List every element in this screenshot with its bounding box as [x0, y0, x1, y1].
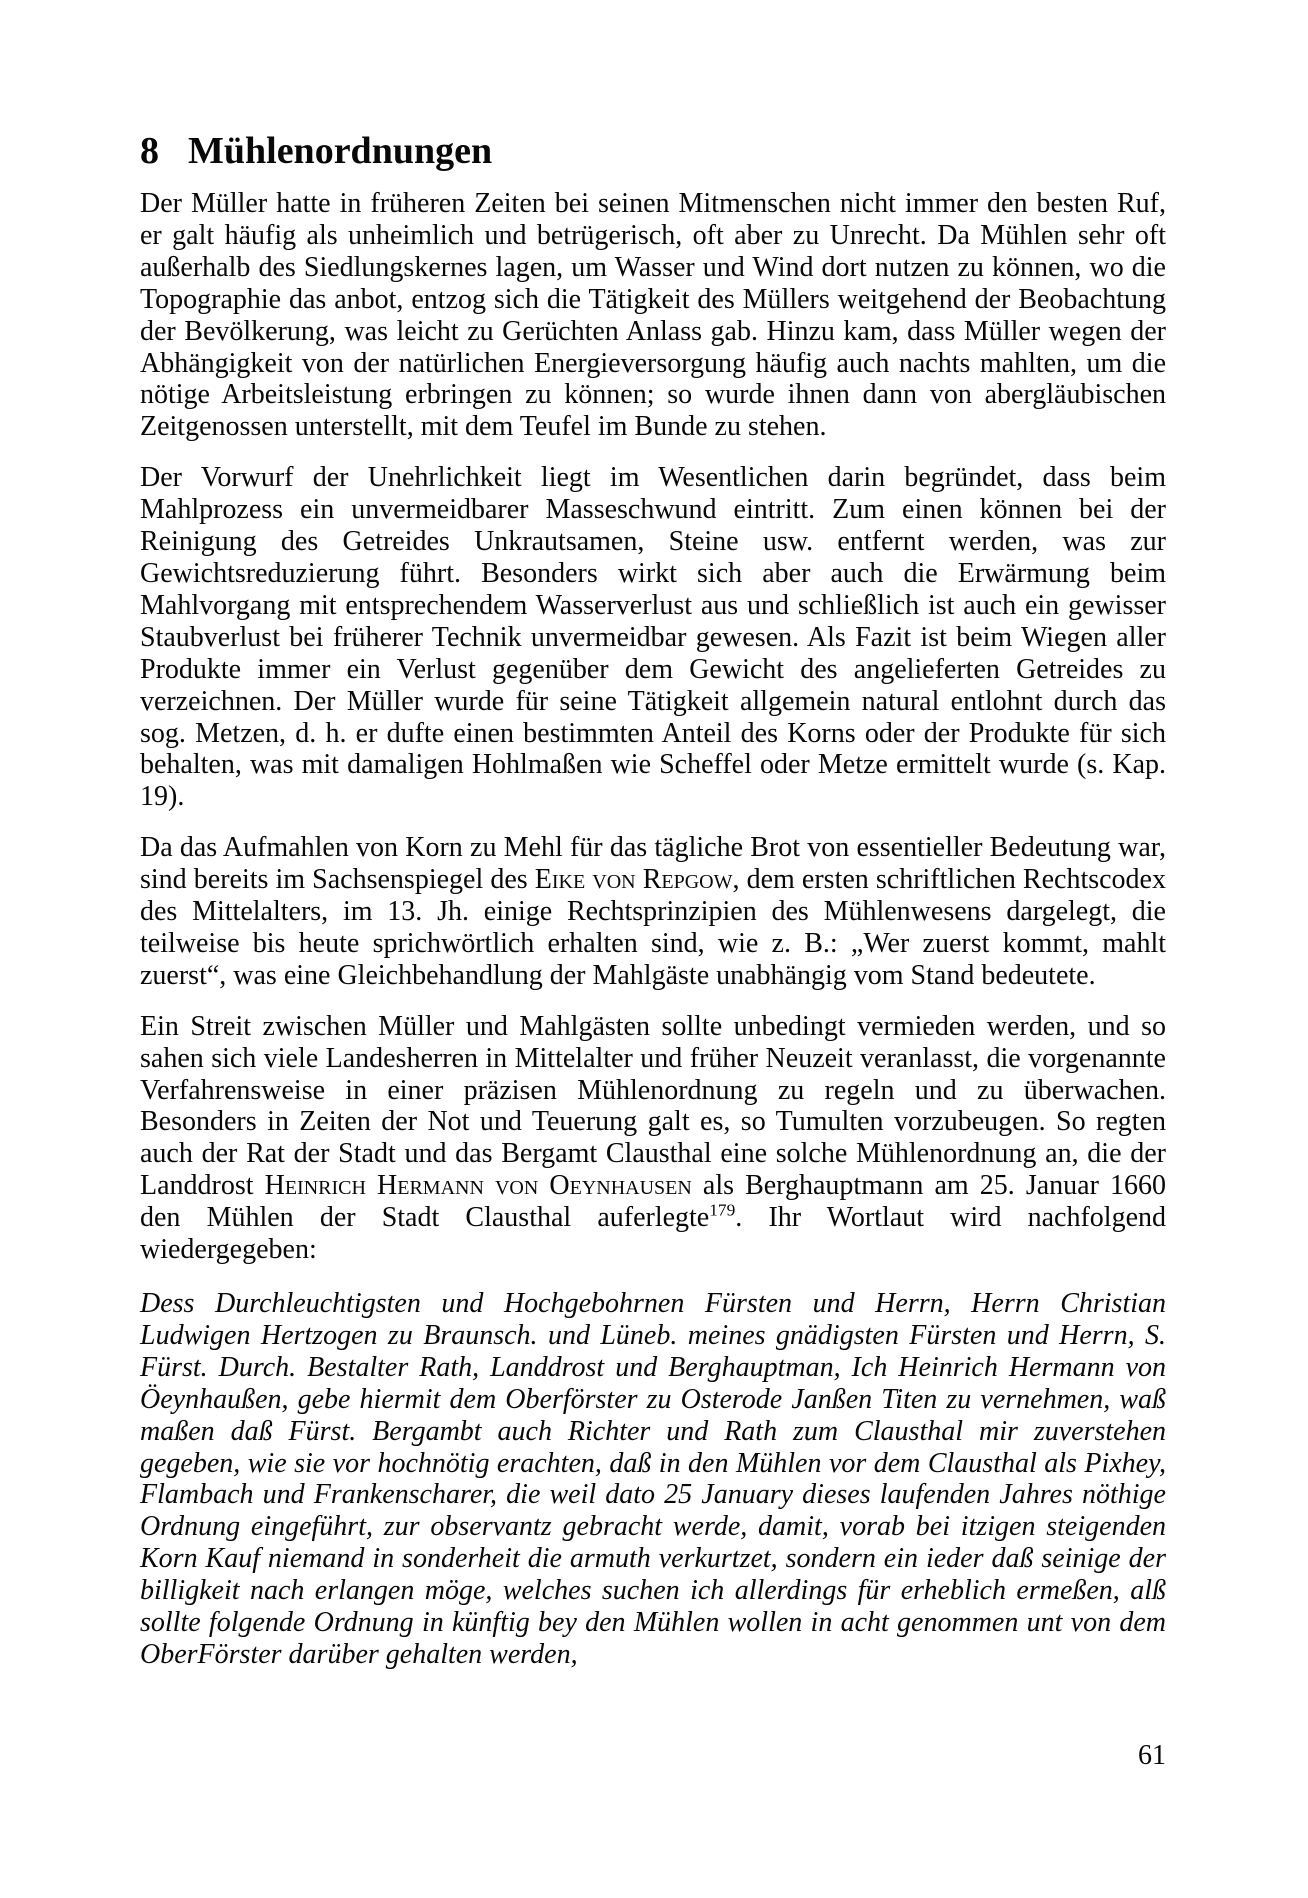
paragraph-4-segment-before: Ein Streit zwischen Müller und Mahlgästen sollte unbedingt vermieden werden, und so sahen sich viele Landesherren in Mittelalter und früher Neuzeit veranlasst, die vorgenannte Verfahrensweise in einer präzisen Mühlenordnung zu regeln und zu überwachen. Besonders in Zeiten der Not und Teuerung galt es, so Tumulten vorzubeugen. So regten auch der Rat der Stadt und das Bergamt Clausthal eine solche Mühlenordnung an, die der Landdrost — [140, 1010, 1166, 1202]
paragraph-3-segment-before: Da das Aufmahlen von Korn zu Mehl für das tägliche Brot von essentieller Bedeutung war, sind bereits im Sachsenspiegel des — [140, 832, 1166, 896]
person-name-heinrich-hermann-von-oeynhausen: Heinrich Hermann von Oeynhausen — [264, 1170, 692, 1202]
paragraph-3-segment-after: , dem ersten schriftlichen Rechtscodex des Mittelalters, im 13. Jh. einige Rechtsprinzipien des Mühlenwesens dargelegt, die teilweise bis heute sprichwörtlich erhalten sind, wie z. B.: „Wer zuerst kommt, mahlt zuerst“, was eine Gleichbehandlung der Mahlgäste unabhängig vom Stand bedeutete. — [140, 864, 1166, 991]
paragraph-muehlenordnung-clausthal — [140, 1011, 1166, 1266]
page-number: 61 — [1138, 1740, 1166, 1771]
paragraph-miller-reputation: Der Müller hatte in früheren Zeiten bei seinen Mitmenschen nicht immer den besten Ruf, er galt häufig als unheimlich und betrügerisch, oft aber zu Unrecht. Da Mühlen sehr oft außerhalb des Siedlungskernes lagen, um Wasser und Wind dort nutzen zu können, wo die Topographie das anbot, entzog sich die Tätigkeit des Müllers weitgehend der Beobachtung der Bevölkerung, was leicht zu Gerüchten Anlass gab. Hinzu kam, dass Müller wegen der Abhängigkeit von der natürlichen Energieversorgung häufig auch nachts mahlten, um die nötige Arbeitsleistung erbringen zu können; so wurde ihnen dann von abergläubischen Zeitgenossen unterstellt, mit dem Teufel im Bunde zu stehen. — [140, 188, 1166, 443]
paragraph-4-segment-after: . Ihr Wortlaut wird nachfolgend wiedergegeben: — [140, 1202, 1166, 1266]
paragraph-mass-loss: Der Vorwurf der Unehrlichkeit liegt im Wesentlichen darin begründet, dass beim Mahlprozess ein unvermeidbarer Masseschwund eintritt. Zum einen können bei der Reinigung des Getreides Unkrautsamen, Steine usw. entfernt werden, was zur Gewichtsreduzierung führt. Besonders wirkt sich aber auch die Erwärmung beim Mahlvorgang mit entsprechendem Wasserverlust aus und schließlich ist auch ein gewisser Staubverlust bei früherer Technik unvermeidbar gewesen. Als Fazit ist beim Wiegen aller Produkte immer ein Verlust gegenüber dem Gewicht des angelieferten Getreides zu verzeichnen. Der Müller wurde für seine Tätigkeit allgemein natural entlohnt durch das sog. Metzen, d. h. er dufte einen bestimmten Anteil des Korns oder der Produkte für sich behalten, was mit damaligen Hohlmaßen wie Scheffel oder Metze ermittelt wurde (s. Kap. 19). — [140, 462, 1166, 813]
chapter-heading — [140, 130, 1166, 172]
paragraph-4-segment-mid: als Berghauptmann am 25. Januar 1660 den Mühlen der Stadt Clausthal auferlegte — [140, 1170, 1167, 1234]
chapter-title: Mühlenordnungen — [188, 130, 493, 172]
chapter-number: 8 — [140, 130, 159, 172]
text-column — [140, 0, 1166, 1671]
quoted-ordinance-text: Dess Durchleuchtigsten und Hochgebohrnen Fürsten und Herrn, Herrn Christian Ludwigen Hertzogen zu Braunsch. und Lüneb. meines gnädigsten Fürsten und Herrn, S. Fürst. Durch. Bestalter Rath, Landdrost und Berghauptman, Ich Heinrich Hermann von Öeynhaußen, gebe hiermit dem Oberförster zu Osterode Janßen Titen zu vernehmen, waß maßen daß Fürst. Bergambt auch Richter und Rath zum Clausthal mir zuverstehen gegeben, wie sie vor hochnötig erachten, daß in den Mühlen vor dem Clausthal als Pixhey, Flambach und Frankenscharer, die weil dato 25 January dieses laufenden Jahres nöthige Ordnung eingeführt, zur observantz gebracht werde, damit, vorab bei itzigen steigenden Korn Kauf niemand in sonderheit die armuth verkurtzet, sondern ein ieder daß seinige der billigkeit nach erlangen möge, welches suchen ich allerdings für erheblich ermeßen, alß sollte folgende Ordnung in künftig bey den Mühlen wollen in acht genommen unt von dem OberFörster darüber gehalten werden, — [140, 1288, 1166, 1670]
person-name-eike-von-repgow: Eike von Repgow — [534, 864, 733, 896]
footnote-reference-179: 179 — [709, 1200, 736, 1220]
paragraph-sachsenspiegel — [140, 832, 1166, 992]
